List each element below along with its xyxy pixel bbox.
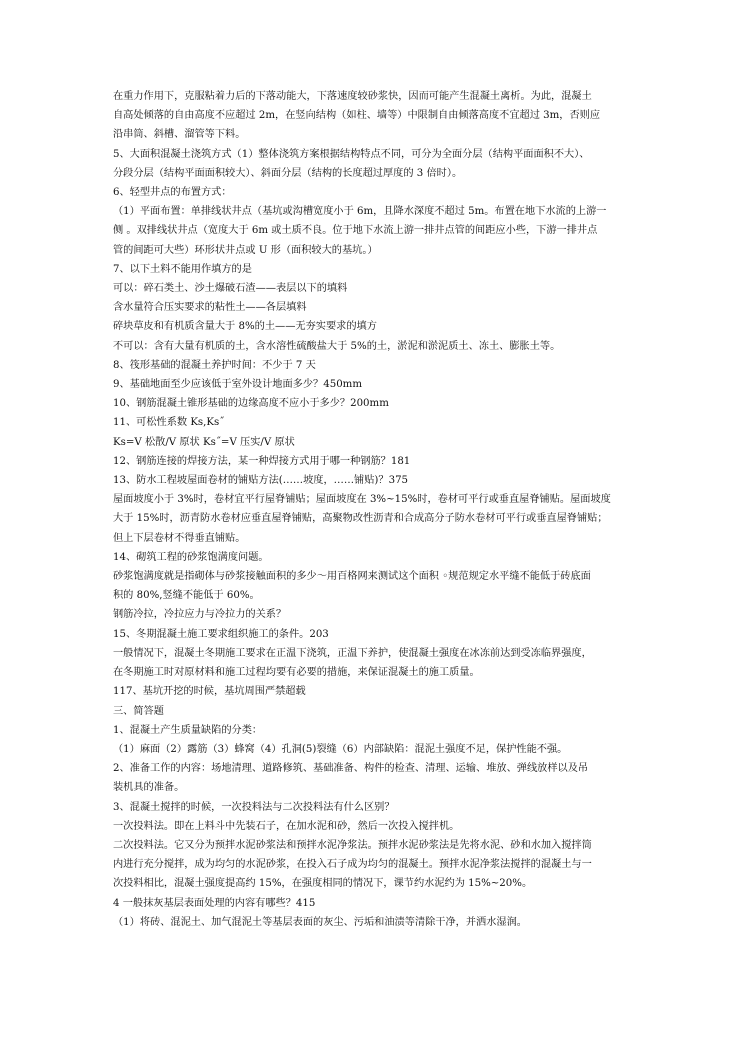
text-line: 9、基础地面至少应该低于室外设计地面多少？450mm — [113, 379, 362, 391]
text-line: 次投料相比，混凝土强度提高约 15%，在强度相同的情况下，课节约水泥约为 15%~20%。 — [113, 878, 533, 890]
text-line: 一次投料法。即在上料斗中先装石子，在加水泥和砂，然后一次投入搅拌机。 — [113, 820, 460, 832]
text-line: 7、以下土料不能用作填方的是 — [113, 263, 252, 275]
text-line: 6、轻型井点的布置方式： — [113, 187, 232, 199]
text-line: 11、可松性系数 Ks,Ks˝ — [113, 417, 225, 429]
text-line: 15、冬期混凝土施工要求组织施工的条件。203 — [113, 628, 329, 640]
text-line: 装机具的准备。 — [113, 782, 185, 794]
text-line: 12、钢筋连接的焊接方法，某一种焊接方式用于哪一种钢筋？181 — [113, 455, 411, 467]
text-line: 内进行充分搅拌，成为均匀的水泥砂浆，在投入石子成为均匀的混凝土。预拌水泥净浆法搅拌的混凝土与一 — [113, 859, 592, 871]
text-line: 8、筏形基础的混凝土养护时间：不少于 7 天 — [113, 359, 316, 371]
text-line: 3、混凝土搅拌的时候，一次投料法与二次投料法有什么区别？ — [113, 801, 395, 813]
text-line: （1）平面布置：单排线状井点（基坑或沟槽宽度小于 6m，且降水深度不超过 5m。布置在地下水流的上游一 — [113, 206, 607, 218]
text-line: 在重力作用下，克服粘着力后的下落动能大，下落速度较砂浆快，因而可能产生混凝土离析。为此，混凝土 — [113, 91, 592, 102]
text-line: （1）将砖、混泥土、加气混泥土等基层表面的灰尘、污垢和油渍等清除干净，并洒水湿润。 — [113, 916, 527, 928]
text-line: 2、准备工作的内容：场地清理、道路修筑、基础准备、构件的检查、清理、运输、堆放、弹线放样以及吊 — [113, 763, 589, 775]
text-line: 管的间距可大些）环形状井点或 U 形（面积较大的基坑。） — [113, 244, 378, 256]
text-line: 不可以：含有大量有机质的土，含水溶性硫酸盐大于 5%的土，淤泥和淤泥质土、冻土、膨胀土等。 — [113, 340, 561, 352]
document-body — [113, 87, 638, 932]
text-line: 14、砌筑工程的砂浆饱满度问题。 — [113, 551, 269, 563]
text-line: 一般情况下，混凝土冬期施工要求在正温下浇筑，正温下养护，使混凝土强度在冰冻前达到受冻临界强度， — [113, 647, 592, 659]
text-line: 积的 80%,竖缝不能低于 60%。 — [113, 590, 260, 602]
text-line: 含水量符合压实要求的粘性土——各层填料 — [113, 302, 307, 314]
text-line: 大于 15%时，沥青防水卷材应垂直屋脊铺贴，高聚物改性沥青和合成高分子防水卷材可平行或垂直屋脊铺贴； — [113, 513, 608, 525]
text-line: 10、钢筋混凝土锥形基础的边缘高度不应小于多少？200mm — [113, 398, 389, 410]
text-line: 但上下层卷材不得垂直铺贴。 — [113, 532, 246, 544]
text-line: 屋面坡度小于 3%时，卷材宜平行屋脊铺贴；屋面坡度在 3%~15%时，卷材可平行或垂直屋脊铺贴。屋面坡度 — [113, 494, 611, 506]
text-line: 1、混凝土产生质量缺陷的分类： — [113, 724, 263, 736]
text-line: 可以：碎石类土、沙土爆破石渣——表层以下的填料 — [113, 283, 348, 295]
text-line: 分段分层（结构平面面积较大）、斜面分层（结构的长度超过厚度的 3 倍时）。 — [113, 167, 463, 179]
text-line: 4 一般抹灰基层表面处理的内容有哪些？415 — [113, 897, 316, 909]
text-line: 在冬期施工时对原材料和施工过程均要有必要的措施，来保证混凝土的施工质量。 — [113, 667, 480, 679]
text-line: 自高处倾落的自由高度不应超过 2m，在竖向结构（如柱、墙等）中限制自由倾落高度不宜超过 3m，否则应 — [113, 110, 601, 122]
text-line: 钢筋冷拉，冷拉应力与冷拉力的关系？ — [113, 609, 287, 621]
text-line: 砂浆饱满度就是指砌体与砂浆接触面积的多少～用百格网来测试这个面积 ◦规范规定水平缝不能低于砖底面 — [113, 571, 591, 583]
text-line: 三、简答题 — [113, 705, 164, 717]
text-line: Ks=V 松散/V 原状 Ks˝=V 压实/V 原状 — [113, 436, 295, 448]
text-line: 侧 。双排线状井点（宽度大于 6m 或土质不良。位于地下水流上游一排井点管的间距应小些，下游一排井点 — [113, 225, 598, 237]
text-line: 碎块草皮和有机质含量大于 8%的土——无夯实要求的填方 — [113, 321, 377, 333]
text-line: 5、大面积混凝土浇筑方式（1）整体浇筑方案根据结构特点不同，可分为全面分层（结构平面面积不大）、 — [113, 148, 590, 160]
text-line: 沿串筒、斜槽、溜管等下料。 — [113, 129, 246, 141]
text-line: 13、防水工程坡屋面卷材的铺贴方法(……坡度，……铺贴)？375 — [113, 475, 409, 487]
text-line: 二次投料法。它又分为预拌水泥砂浆法和预拌水泥净浆法。预拌水泥砂浆法是先将水泥、砂和水加入搅拌筒 — [113, 839, 592, 851]
text-line: （1）麻面（2）露筋（3）蜂窝（4）孔洞(5)裂缝（6）内部缺陷：混泥土强度不足，保护性能不强。 — [113, 743, 568, 755]
text-line: 117、基坑开挖的时候，基坑周围严禁超载 — [113, 686, 306, 698]
